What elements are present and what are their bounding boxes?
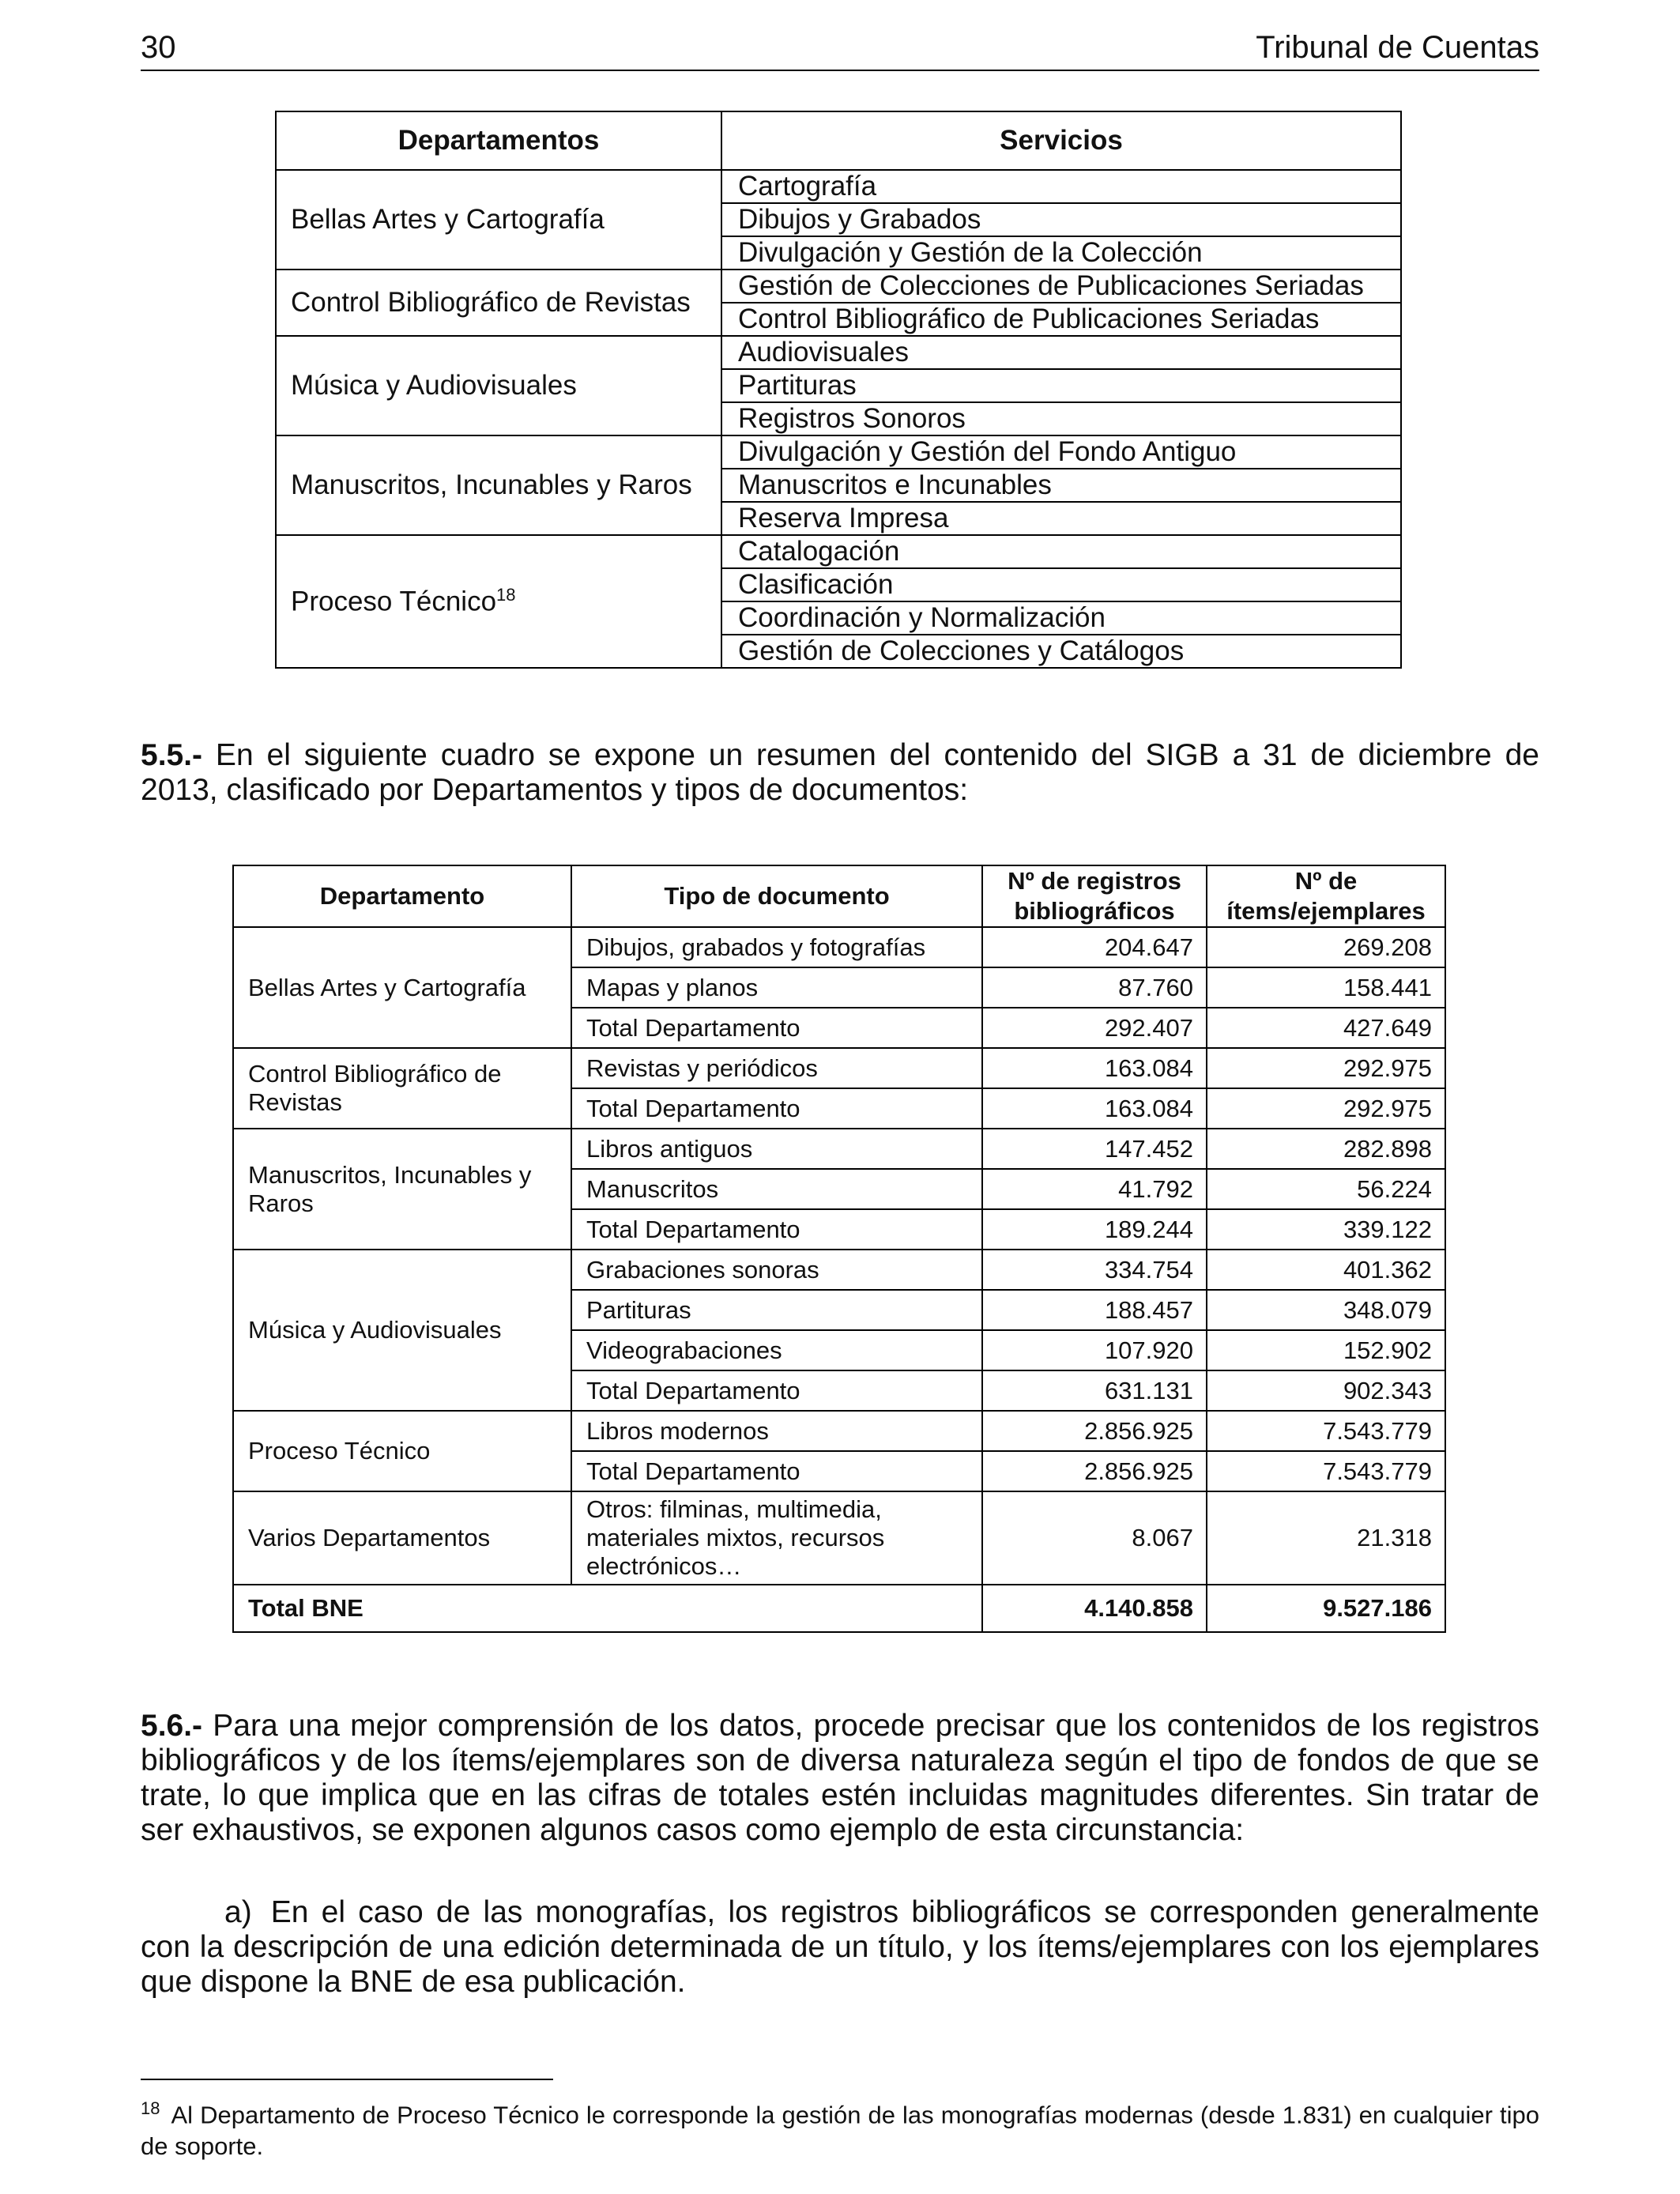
paragraph-a [141, 1895, 1539, 2000]
paragraph-5-5 [141, 738, 1539, 808]
table-row [233, 1411, 1445, 1451]
service-cell: Reserva Impresa [721, 502, 1401, 535]
document-type-cell: Manuscritos [571, 1169, 982, 1209]
document-type-cell: Total Departamento [571, 1451, 982, 1491]
total-row [233, 1585, 1445, 1632]
table-row [276, 535, 1401, 568]
records-count-cell: 292.407 [982, 1008, 1207, 1048]
total-items: 9.527.186 [1207, 1585, 1445, 1632]
document-type-cell: Mapas y planos [571, 967, 982, 1008]
table-header-row [276, 111, 1401, 170]
records-count-cell: 2.856.925 [982, 1411, 1207, 1451]
footnote-number: 18 [141, 2098, 160, 2118]
department-cell: Control Bibliográfico de Revistas [233, 1048, 571, 1129]
service-cell: Coordinación y Normalización [721, 601, 1401, 635]
records-count-cell: 87.760 [982, 967, 1207, 1008]
table-row [233, 1250, 1445, 1290]
document-type-cell: Total Departamento [571, 1370, 982, 1411]
service-cell: Gestión de Colecciones de Publicaciones Seriadas [721, 270, 1401, 303]
footnote-reference: 18 [496, 585, 516, 605]
records-count-cell: 204.647 [982, 927, 1207, 967]
service-cell: Partituras [721, 369, 1401, 402]
service-cell: Clasificación [721, 568, 1401, 601]
document-type-cell: Videograbaciones [571, 1330, 982, 1370]
items-count-cell: 427.649 [1207, 1008, 1445, 1048]
department-cell: Música y Audiovisuales [233, 1250, 571, 1411]
records-count-cell: 631.131 [982, 1370, 1207, 1411]
section-label: 5.6.- [141, 1709, 203, 1743]
department-name: Control Bibliográfico de Revistas [291, 287, 691, 318]
department-cell: Varios Departamentos [233, 1491, 571, 1585]
department-cell: Proceso Técnico [233, 1411, 571, 1491]
page-header [141, 27, 1539, 71]
service-cell: Catalogación [721, 535, 1401, 568]
table-row [276, 435, 1401, 469]
footnote-text: Al Departamento de Proceso Técnico le corresponde la gestión de las monografías modernas (desde 1.831) en cualquier tipo de soporte. [141, 2101, 1539, 2161]
footnote-separator [141, 2079, 553, 2080]
records-count-cell: 163.084 [982, 1088, 1207, 1129]
department-cell [276, 270, 721, 336]
records-count-cell: 41.792 [982, 1169, 1207, 1209]
items-count-cell: 348.079 [1207, 1290, 1445, 1330]
items-count-cell: 152.902 [1207, 1330, 1445, 1370]
service-cell: Audiovisuales [721, 336, 1401, 369]
column-header: Departamentos [276, 111, 721, 170]
document-type-cell: Partituras [571, 1290, 982, 1330]
total-records: 4.140.858 [982, 1585, 1207, 1632]
table-row [233, 1048, 1445, 1088]
department-name: Manuscritos, Incunables y Raros [291, 469, 692, 500]
table-row [233, 1129, 1445, 1169]
records-count-cell: 188.457 [982, 1290, 1207, 1330]
items-count-cell: 339.122 [1207, 1209, 1445, 1250]
service-cell: Divulgación y Gestión de la Colección [721, 236, 1401, 270]
column-header: Servicios [721, 111, 1401, 170]
document-type-cell: Dibujos, grabados y fotografías [571, 927, 982, 967]
items-count-cell: 401.362 [1207, 1250, 1445, 1290]
service-cell: Control Bibliográfico de Publicaciones Seriadas [721, 303, 1401, 336]
records-count-cell: 147.452 [982, 1129, 1207, 1169]
sigb-summary-table [232, 865, 1446, 1633]
list-label: a) [224, 1895, 252, 1929]
department-cell [276, 435, 721, 535]
records-count-cell: 107.920 [982, 1330, 1207, 1370]
items-count-cell: 158.441 [1207, 967, 1445, 1008]
departments-services-table [275, 111, 1402, 669]
paragraph-5-6 [141, 1709, 1539, 1848]
items-count-cell: 56.224 [1207, 1169, 1445, 1209]
paragraph-text: En el siguiente cuadro se expone un resumen del contenido del SIGB a 31 de diciembre de 2013, clasificado por Departamentos y tipos de documentos: [141, 738, 1539, 807]
table-row [233, 927, 1445, 967]
total-label: Total BNE [233, 1585, 982, 1632]
table-row [276, 170, 1401, 203]
footnote [141, 2093, 1539, 2162]
service-cell: Divulgación y Gestión del Fondo Antiguo [721, 435, 1401, 469]
page-number: 30 [141, 30, 176, 65]
records-count-cell: 334.754 [982, 1250, 1207, 1290]
document-type-cell: Otros: filminas, multimedia, materiales mixtos, recursos electrónicos… [571, 1491, 982, 1585]
document-type-cell: Libros antiguos [571, 1129, 982, 1169]
column-header: Nº de registros bibliográficos [982, 865, 1207, 927]
items-count-cell: 902.343 [1207, 1370, 1445, 1411]
items-count-cell: 21.318 [1207, 1491, 1445, 1585]
records-count-cell: 189.244 [982, 1209, 1207, 1250]
table-header-row [233, 865, 1445, 927]
document-type-cell: Total Departamento [571, 1008, 982, 1048]
items-count-cell: 7.543.779 [1207, 1451, 1445, 1491]
document-type-cell: Revistas y periódicos [571, 1048, 982, 1088]
items-count-cell: 292.975 [1207, 1088, 1445, 1129]
table-row [276, 336, 1401, 369]
column-header: Tipo de documento [571, 865, 982, 927]
paragraph-text: Para una mejor comprensión de los datos, procede precisar que los contenidos de los registros bibliográficos y de los ítems/ejemplares son de diversa naturaleza según el tipo de fondos de que se trate, lo que implica que en las cifras de totales estén incluidas magnitudes diferentes. Sin tratar de ser exhaustivos, se exponen algunos casos como ejemplo de esta circunstancia: [141, 1709, 1539, 1847]
department-name: Bellas Artes y Cartografía [291, 204, 605, 235]
paragraph-text: En el caso de las monografías, los registros bibliográficos se corresponden generalmente con la descripción de una edición determinada de un título, y los ítems/ejemplares con los ejemplares que dispone la BNE de esa publicación. [141, 1895, 1539, 1999]
table-row [233, 1491, 1445, 1585]
items-count-cell: 7.543.779 [1207, 1411, 1445, 1451]
document-type-cell: Libros modernos [571, 1411, 982, 1451]
service-cell: Dibujos y Grabados [721, 203, 1401, 236]
service-cell: Manuscritos e Incunables [721, 469, 1401, 502]
document-type-cell: Grabaciones sonoras [571, 1250, 982, 1290]
table-row [276, 270, 1401, 303]
department-name: Proceso Técnico [291, 586, 497, 617]
records-count-cell: 2.856.925 [982, 1451, 1207, 1491]
items-count-cell: 292.975 [1207, 1048, 1445, 1088]
service-cell: Gestión de Colecciones y Catálogos [721, 635, 1401, 668]
department-cell: Manuscritos, Incunables y Raros [233, 1129, 571, 1250]
document-organization: Tribunal de Cuentas [1256, 30, 1539, 65]
department-cell [276, 170, 721, 270]
column-header: Nº de ítems/ejemplares [1207, 865, 1445, 927]
department-cell [276, 336, 721, 435]
records-count-cell: 8.067 [982, 1491, 1207, 1585]
column-header: Departamento [233, 865, 571, 927]
document-type-cell: Total Departamento [571, 1088, 982, 1129]
service-cell: Cartografía [721, 170, 1401, 203]
department-cell: Bellas Artes y Cartografía [233, 927, 571, 1048]
section-label: 5.5.- [141, 738, 203, 772]
service-cell: Registros Sonoros [721, 402, 1401, 435]
department-cell [276, 535, 721, 668]
items-count-cell: 282.898 [1207, 1129, 1445, 1169]
department-name: Música y Audiovisuales [291, 370, 577, 401]
records-count-cell: 163.084 [982, 1048, 1207, 1088]
document-type-cell: Total Departamento [571, 1209, 982, 1250]
items-count-cell: 269.208 [1207, 927, 1445, 967]
